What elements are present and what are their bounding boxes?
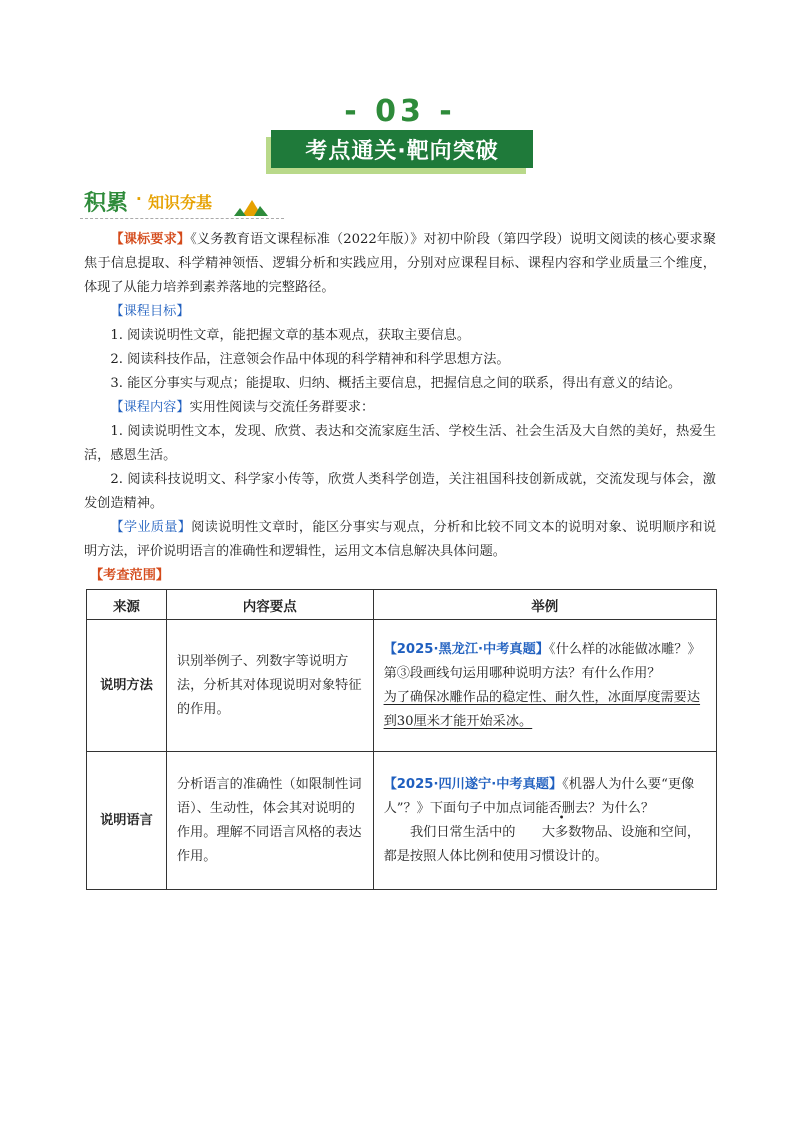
standard-tag: 【课标要求】 xyxy=(110,232,191,247)
content-heading xyxy=(84,396,716,420)
goals-tag: 【课程目标】 xyxy=(110,304,190,319)
section-number: - 03 - xyxy=(344,94,456,129)
table-row xyxy=(87,752,717,890)
row-points: 识别举例子、列数字等说明方法，分析其对体现说明对象特征的作用。 xyxy=(166,620,373,752)
title-banner xyxy=(266,130,536,174)
header-example: 举例 xyxy=(373,590,716,620)
goal-item-2: 2. 阅读科技作品，注意领会作品中体现的科学精神和科学思想方法。 xyxy=(110,352,510,367)
content-item-2: 2. 阅读科技说明文、科学家小传等，欣赏人类科学创造，关注祖国科技创新成就，交流发现与体会，激发创造精神。 xyxy=(84,472,716,511)
content-tag: 【课程内容】 xyxy=(110,400,190,415)
accumulate-divider xyxy=(80,218,284,219)
standard-text: 《义务教育语文课程标准（2022年版）》对初中阶段（第四学段）说明文阅读的核心要求聚焦于信息提取、科学精神领悟、逻辑分析和实践应用，分别对应课程目标、课程内容和学业质量三个维度，体现了从能力培养到素养落地的完整路径。 xyxy=(84,232,717,295)
banner-title: 考点通关·靶向突破 xyxy=(305,138,499,164)
scope-table xyxy=(86,589,717,890)
example-tag: 【2025·四川遂宁·中考真题】 xyxy=(383,776,563,792)
sentence-post: 物品、设施和空间，都是按照人体比例和使用习惯设计的。 xyxy=(383,824,701,864)
scope-heading xyxy=(90,564,722,588)
accumulate-dot: · xyxy=(136,190,142,208)
goals-heading xyxy=(84,300,716,324)
content-item-1: 1. 阅读说明性文本，发现、欣赏、表达和交流家庭生活、学校生活、社会生活及大自然的美好，热爱生活，感恩生活。 xyxy=(84,424,716,463)
scope-tag: 【考查范围】 xyxy=(90,568,170,583)
example-question: 《机器人为什么要“更像人”？》下面句子中加点词能否删去？为什么？ xyxy=(383,776,695,816)
mountain-icon xyxy=(84,186,284,220)
goal-item-1: 1. 阅读说明性文章，能把握文章的基本观点，获取主要信息。 xyxy=(110,328,471,343)
goal-item-3: 3. 能区分事实与观点；能提取、归纳、概括主要信息，把握信息之间的联系，得出有意义的结论。 xyxy=(110,376,682,391)
example-sentence xyxy=(384,821,706,869)
sentence-pre: 我们日常生活中的 xyxy=(409,824,516,840)
header-points: 内容要点 xyxy=(166,590,373,620)
table-header-row xyxy=(87,590,717,620)
accumulate-main: 积累 xyxy=(84,191,129,216)
row-source: 说明方法 xyxy=(87,620,167,752)
row-points: 分析语言的准确性（如限制性词语）、生动性，体会其对说明的作用。理解不同语言风格的表达作用。 xyxy=(166,752,373,890)
standard-paragraph xyxy=(84,228,716,300)
accumulate-header xyxy=(84,186,284,220)
content-intro: 实用性阅读与交流任务群要求： xyxy=(189,400,375,415)
quality-paragraph xyxy=(84,516,716,564)
row-example xyxy=(373,620,716,752)
header-source: 来源 xyxy=(87,590,167,620)
table-row xyxy=(87,620,717,752)
accumulate-sub: 知识夯基 xyxy=(148,193,213,212)
example-sentence: 为了确保冰雕作品的稳定性、耐久性，冰面厚度需要达到30厘米才能开始采冰。 xyxy=(383,689,701,729)
dotted-word: 大多数 xyxy=(541,824,582,840)
quality-text: 阅读说明性文章时，能区分事实与观点，分析和比较不同文本的说明对象、说明顺序和说明方法，评价说明语言的准确性和逻辑性，运用文本信息解决具体问题。 xyxy=(84,520,717,559)
example-question: 《什么样的冰能做冰雕？》第③段画线句运用哪种说明方法？有什么作用？ xyxy=(383,641,701,681)
quality-tag: 【学业质量】 xyxy=(110,520,192,535)
example-tag: 【2025·黑龙江·中考真题】 xyxy=(383,641,549,657)
banner-box xyxy=(271,130,533,168)
row-example xyxy=(373,752,716,890)
row-source: 说明语言 xyxy=(87,752,167,890)
